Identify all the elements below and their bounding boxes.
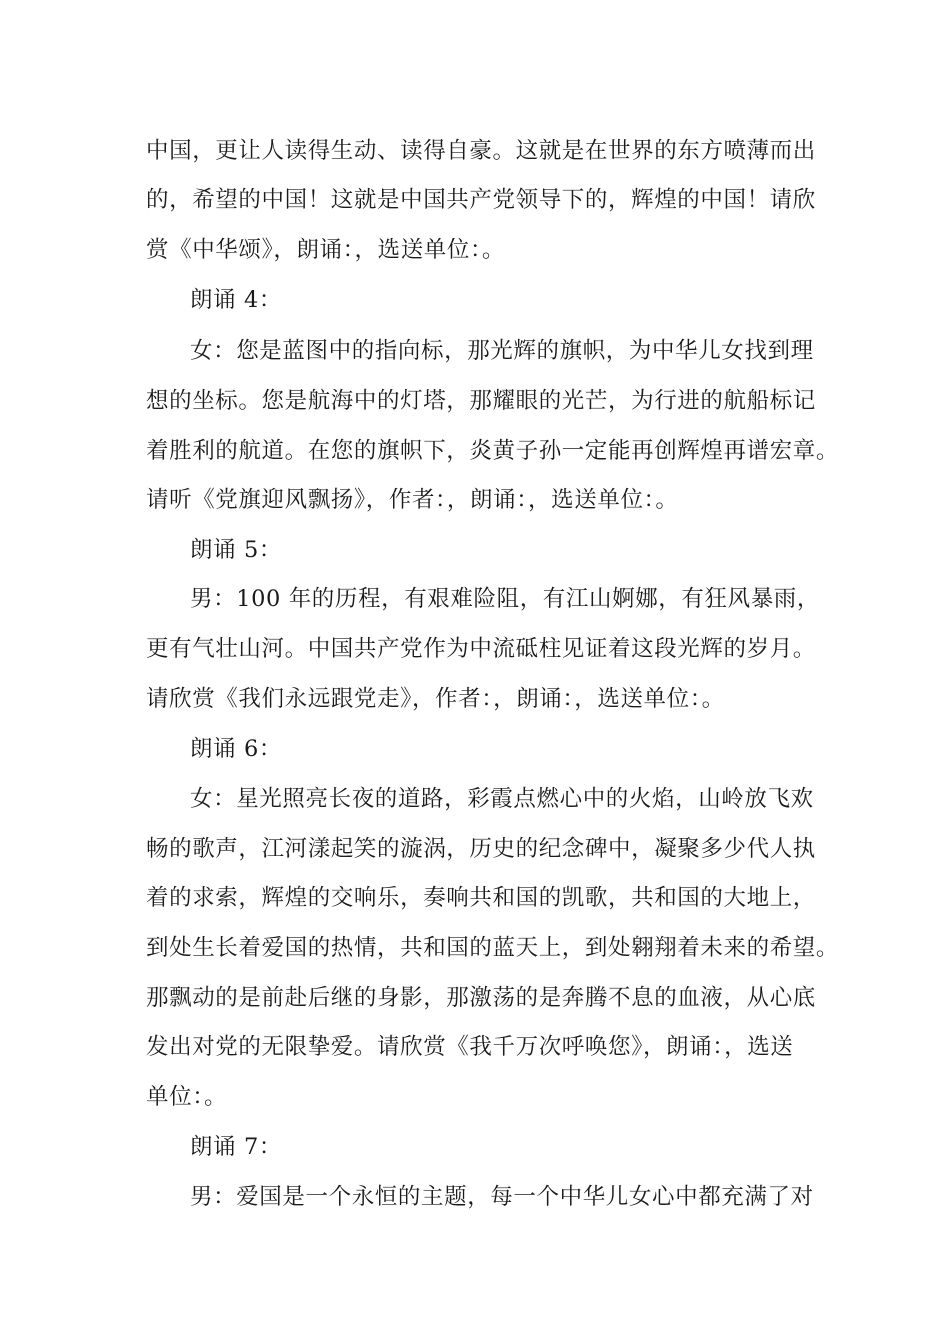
text-line: 请听《党旗迎风飘扬》，作者：，朗诵：，选送单位：。 xyxy=(146,487,679,513)
section-heading: 朗诵 7： xyxy=(190,1134,282,1160)
text-line: 男：爱国是一个永恒的主题，每一个中华儿女心中都充满了对 xyxy=(190,1184,814,1210)
text-line: 请欣赏《我们永远跟党走》，作者：，朗诵：，选送单位：。 xyxy=(146,686,725,712)
text-line: 发出对党的无限挚爱。请欣赏《我千万次呼唤您》，朗诵：，选送 xyxy=(146,1034,794,1060)
text-line: 女：您是蓝图中的指向标，那光辉的旗帜，为中华儿女找到理 xyxy=(190,338,814,364)
text-line: 的，希望的中国！这就是中国共产党领导下的，辉煌的中国！请欣 xyxy=(146,187,816,213)
text-line: 男：100 年的历程，有艰难险阻，有江山婀娜，有狂风暴雨， xyxy=(190,586,820,612)
section-heading: 朗诵 4： xyxy=(190,287,282,313)
text-line: 那飘动的是前赴后继的身影，那激荡的是奔腾不息的血液，从心底 xyxy=(146,985,816,1011)
text-line: 单位：。 xyxy=(146,1084,228,1110)
text-line: 更有气壮山河。中国共产党作为中流砥柱见证着这段光辉的岁月。 xyxy=(146,636,816,662)
text-line: 着的求索，辉煌的交响乐，奏响共和国的凯歌，共和国的大地上， xyxy=(146,885,816,911)
section-heading: 朗诵 6： xyxy=(190,736,282,762)
text-line: 赏《中华颂》，朗诵：，选送单位：。 xyxy=(146,237,505,263)
text-line: 畅的歌声，江河漾起笑的漩涡，历史的纪念碑中，凝聚多少代人执 xyxy=(146,836,816,862)
text-line: 到处生长着爱国的热情，共和国的蓝天上，到处翱翔着未来的希望。 xyxy=(146,935,840,961)
text-line: 着胜利的航道。在您的旗帜下，炎黄子孙一定能再创辉煌再谱宏章。 xyxy=(146,438,840,464)
section-heading: 朗诵 5： xyxy=(190,537,282,563)
text-line: 想的坐标。您是航海中的灯塔，那耀眼的光芒，为行进的航船标记 xyxy=(146,388,816,414)
text-line: 中国，更让人读得生动、读得自豪。这就是在世界的东方喷薄而出 xyxy=(146,138,816,164)
text-line: 女：星光照亮长夜的道路，彩霞点燃心中的火焰，山岭放飞欢 xyxy=(190,786,814,812)
